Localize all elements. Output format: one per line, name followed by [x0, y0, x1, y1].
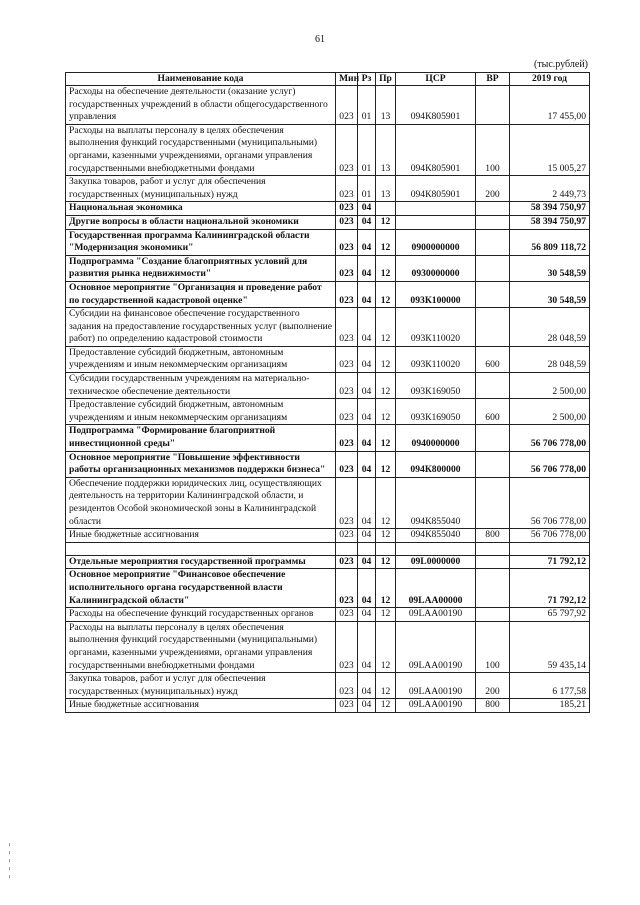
cell-pr: 13: [376, 86, 396, 125]
cell-name: Другие вопросы в области национальной экономики: [66, 215, 336, 229]
cell-vr: 800: [476, 699, 510, 713]
spacer-cell: [358, 542, 376, 555]
budget-table: [65, 72, 590, 713]
header-rz: Рз: [358, 73, 376, 86]
cell-vr: 200: [476, 673, 510, 699]
cell-min: 023: [336, 86, 358, 125]
cell-csr: 094К855040: [396, 529, 476, 543]
cell-pr: 12: [376, 477, 396, 528]
cell-rz: 04: [358, 477, 376, 528]
table-row: [66, 202, 590, 216]
cell-amount: 30 548,59: [510, 281, 590, 307]
cell-amount: 71 792,12: [510, 569, 590, 608]
cell-name: Государственная программа Калининградской области "Модернизация экономики": [66, 229, 336, 255]
cell-rz: 04: [358, 229, 376, 255]
cell-csr: 09L0000000: [396, 555, 476, 569]
cell-name: Расходы на выплаты персоналу в целях обеспечения выполнения функций государственными (муниципальными) органами, казенными учреждениями, органами управления государственными внебюджетными фондами: [66, 621, 336, 672]
table-row: [66, 555, 590, 569]
cell-vr: 200: [476, 176, 510, 202]
table-row: [66, 215, 590, 229]
cell-vr: 600: [476, 399, 510, 425]
cell-name: Основное мероприятие "Организация и проведение работ по государственной кадастровой оценке": [66, 281, 336, 307]
cell-pr: 12: [376, 346, 396, 372]
cell-vr: [476, 202, 510, 216]
cell-pr: 12: [376, 555, 396, 569]
cell-rz: 04: [358, 373, 376, 399]
cell-pr: 12: [376, 308, 396, 347]
cell-amount: 58 394 750,97: [510, 215, 590, 229]
cell-csr: 093К110020: [396, 308, 476, 347]
cell-min: 023: [336, 529, 358, 543]
cell-csr: 09LAA00190: [396, 621, 476, 672]
cell-vr: 800: [476, 529, 510, 543]
header-min: Мин: [336, 73, 358, 86]
cell-csr: 094К805901: [396, 86, 476, 125]
spacer-cell: [376, 542, 396, 555]
cell-min: 023: [336, 346, 358, 372]
cell-pr: 12: [376, 229, 396, 255]
table-row: [66, 621, 590, 672]
cell-amount: 58 394 750,97: [510, 202, 590, 216]
cell-amount: 2 500,00: [510, 399, 590, 425]
table-row: [66, 373, 590, 399]
cell-vr: [476, 308, 510, 347]
cell-csr: 09LAA00000: [396, 569, 476, 608]
cell-name: Субсидии на финансовое обеспечение государственного задания на предоставление государственных услуг (выполнение работ) по определению кадастровой стоимости: [66, 308, 336, 347]
cell-amount: 56 706 778,00: [510, 529, 590, 543]
cell-csr: 0930000000: [396, 255, 476, 281]
cell-amount: 17 455,00: [510, 86, 590, 125]
cell-vr: 100: [476, 621, 510, 672]
spacer-cell: [66, 542, 336, 555]
cell-rz: 04: [358, 569, 376, 608]
cell-name: Расходы на выплаты персоналу в целях обеспечения выполнения функций государственными (муниципальными) органами, казенными учреждениями, органами управления государственными внебюджетными фондами: [66, 124, 336, 175]
header-name: Наименование кода: [66, 73, 336, 86]
cell-amount: 28 048,59: [510, 308, 590, 347]
cell-pr: 12: [376, 621, 396, 672]
cell-amount: 59 435,14: [510, 621, 590, 672]
cell-pr: 12: [376, 399, 396, 425]
cell-min: 023: [336, 425, 358, 451]
cell-min: 023: [336, 124, 358, 175]
cell-csr: 094К855040: [396, 477, 476, 528]
cell-min: 023: [336, 555, 358, 569]
cell-name: Основное мероприятие "Повышение эффективности работы организационных механизмов поддержки бизнеса": [66, 451, 336, 477]
cell-min: 023: [336, 373, 358, 399]
cell-name: Предоставление субсидий бюджетным, автономным учреждениям и иным некоммерческим организациям: [66, 399, 336, 425]
cell-rz: 04: [358, 255, 376, 281]
cell-vr: [476, 569, 510, 608]
cell-pr: 12: [376, 673, 396, 699]
header-amount: 2019 год: [510, 73, 590, 86]
cell-vr: [476, 555, 510, 569]
header-csr: ЦСР: [396, 73, 476, 86]
cell-rz: 04: [358, 399, 376, 425]
cell-min: 023: [336, 608, 358, 622]
header-vr: ВР: [476, 73, 510, 86]
cell-min: 023: [336, 699, 358, 713]
cell-amount: 2 449,73: [510, 176, 590, 202]
cell-rz: 04: [358, 346, 376, 372]
cell-vr: [476, 425, 510, 451]
cell-rz: 04: [358, 308, 376, 347]
cell-amount: 15 005,27: [510, 124, 590, 175]
cell-name: Основное мероприятие "Финансовое обеспечение исполнительного органа государственной власти Калининградской области": [66, 569, 336, 608]
cell-csr: 09LAA00190: [396, 699, 476, 713]
cell-amount: 185,21: [510, 699, 590, 713]
spacer-cell: [396, 542, 476, 555]
cell-vr: [476, 608, 510, 622]
cell-csr: 094К805901: [396, 124, 476, 175]
table-row: [66, 255, 590, 281]
cell-csr: 0900000000: [396, 229, 476, 255]
cell-rz: 01: [358, 86, 376, 125]
cell-name: Отдельные мероприятия государственной программы: [66, 555, 336, 569]
cell-rz: 04: [358, 608, 376, 622]
cell-rz: 04: [358, 202, 376, 216]
cell-rz: 04: [358, 529, 376, 543]
cell-rz: 04: [358, 451, 376, 477]
cell-min: 023: [336, 281, 358, 307]
cell-amount: 6 177,58: [510, 673, 590, 699]
cell-csr: 0940000000: [396, 425, 476, 451]
table-row: [66, 229, 590, 255]
cell-rz: 04: [358, 281, 376, 307]
cell-amount: 28 048,59: [510, 346, 590, 372]
cell-csr: 09LAA00190: [396, 608, 476, 622]
table-body: [66, 86, 590, 713]
cell-rz: 04: [358, 621, 376, 672]
cell-vr: [476, 477, 510, 528]
cell-min: 023: [336, 308, 358, 347]
table-row: [66, 569, 590, 608]
page-number: 61: [315, 34, 325, 45]
cell-rz: 01: [358, 176, 376, 202]
cell-min: 023: [336, 673, 358, 699]
spacer-cell: [336, 542, 358, 555]
cell-pr: 12: [376, 373, 396, 399]
table-row: [66, 399, 590, 425]
cell-name: Иные бюджетные ассигнования: [66, 529, 336, 543]
cell-min: 023: [336, 621, 358, 672]
cell-pr: 12: [376, 215, 396, 229]
cell-csr: [396, 215, 476, 229]
cell-name: Национальная экономика: [66, 202, 336, 216]
cell-rz: 04: [358, 699, 376, 713]
cell-vr: 600: [476, 346, 510, 372]
cell-min: 023: [336, 477, 358, 528]
table-row: [66, 425, 590, 451]
cell-min: 023: [336, 215, 358, 229]
cell-vr: [476, 373, 510, 399]
table-row: [66, 477, 590, 528]
table-row: [66, 176, 590, 202]
cell-pr: 12: [376, 425, 396, 451]
cell-name: Субсидии государственным учреждениям на материально-техническое обеспечение деятельности: [66, 373, 336, 399]
cell-min: 023: [336, 569, 358, 608]
cell-csr: 093К169050: [396, 373, 476, 399]
table-row: [66, 673, 590, 699]
cell-amount: 56 706 778,00: [510, 425, 590, 451]
cell-amount: 65 797,92: [510, 608, 590, 622]
cell-pr: [376, 202, 396, 216]
cell-name: Расходы на обеспечение функций государственных органов: [66, 608, 336, 622]
cell-min: 023: [336, 399, 358, 425]
units-label: (тыс.рублей): [533, 59, 588, 70]
cell-vr: [476, 255, 510, 281]
cell-vr: 100: [476, 124, 510, 175]
spacer-row: [66, 542, 590, 555]
table-row: [66, 346, 590, 372]
header-pr: Пр: [376, 73, 396, 86]
cell-pr: 12: [376, 569, 396, 608]
table-row: [66, 529, 590, 543]
cell-csr: 093К110020: [396, 346, 476, 372]
cell-min: 023: [336, 202, 358, 216]
cell-min: 023: [336, 176, 358, 202]
cell-csr: 09LAA00190: [396, 673, 476, 699]
cell-csr: 094К805901: [396, 176, 476, 202]
cell-csr: 093К100000: [396, 281, 476, 307]
cell-amount: 71 792,12: [510, 555, 590, 569]
table-row: [66, 124, 590, 175]
cell-min: 023: [336, 255, 358, 281]
cell-rz: 04: [358, 555, 376, 569]
spacer-cell: [476, 542, 510, 555]
table-row: [66, 281, 590, 307]
cell-amount: 56 809 118,72: [510, 229, 590, 255]
cell-vr: [476, 229, 510, 255]
cell-amount: 56 706 778,00: [510, 477, 590, 528]
cell-amount: 30 548,59: [510, 255, 590, 281]
cell-csr: 093К169050: [396, 399, 476, 425]
cell-min: 023: [336, 451, 358, 477]
cell-amount: 56 706 778,00: [510, 451, 590, 477]
table-row: [66, 308, 590, 347]
table-header: [66, 73, 590, 86]
table-row: [66, 86, 590, 125]
scan-edge-marks: [8, 838, 12, 898]
cell-name: Иные бюджетные ассигнования: [66, 699, 336, 713]
cell-name: Закупка товаров, работ и услуг для обеспечения государственных (муниципальных) нужд: [66, 176, 336, 202]
cell-name: Предоставление субсидий бюджетным, автономным учреждениям и иным некоммерческим организациям: [66, 346, 336, 372]
cell-pr: 13: [376, 176, 396, 202]
cell-name: Подпрограмма "Формирование благоприятной инвестиционной среды": [66, 425, 336, 451]
cell-name: Расходы на обеспечение деятельности (оказание услуг) государственных учреждений в области общегосударственного управления: [66, 86, 336, 125]
cell-min: 023: [336, 229, 358, 255]
spacer-cell: [510, 542, 590, 555]
cell-vr: [476, 281, 510, 307]
cell-pr: 12: [376, 608, 396, 622]
cell-name: Закупка товаров, работ и услуг для обеспечения государственных (муниципальных) нужд: [66, 673, 336, 699]
cell-name: Обеспечение поддержки юридических лиц, осуществляющих деятельность на территории Калининградской области, и резидентов Особой экономической зоны в Калининградской области: [66, 477, 336, 528]
table-row: [66, 608, 590, 622]
cell-rz: 04: [358, 673, 376, 699]
cell-vr: [476, 215, 510, 229]
cell-csr: 094К800000: [396, 451, 476, 477]
cell-pr: 13: [376, 124, 396, 175]
cell-pr: 12: [376, 529, 396, 543]
cell-pr: 12: [376, 699, 396, 713]
cell-rz: 01: [358, 124, 376, 175]
cell-pr: 12: [376, 281, 396, 307]
cell-rz: 04: [358, 425, 376, 451]
cell-pr: 12: [376, 255, 396, 281]
cell-amount: 2 500,00: [510, 373, 590, 399]
table-row: [66, 451, 590, 477]
cell-vr: [476, 86, 510, 125]
table-row: [66, 699, 590, 713]
cell-name: Подпрограмма "Создание благоприятных условий для развития рынка недвижимости": [66, 255, 336, 281]
cell-pr: 12: [376, 451, 396, 477]
cell-csr: [396, 202, 476, 216]
cell-vr: [476, 451, 510, 477]
cell-rz: 04: [358, 215, 376, 229]
